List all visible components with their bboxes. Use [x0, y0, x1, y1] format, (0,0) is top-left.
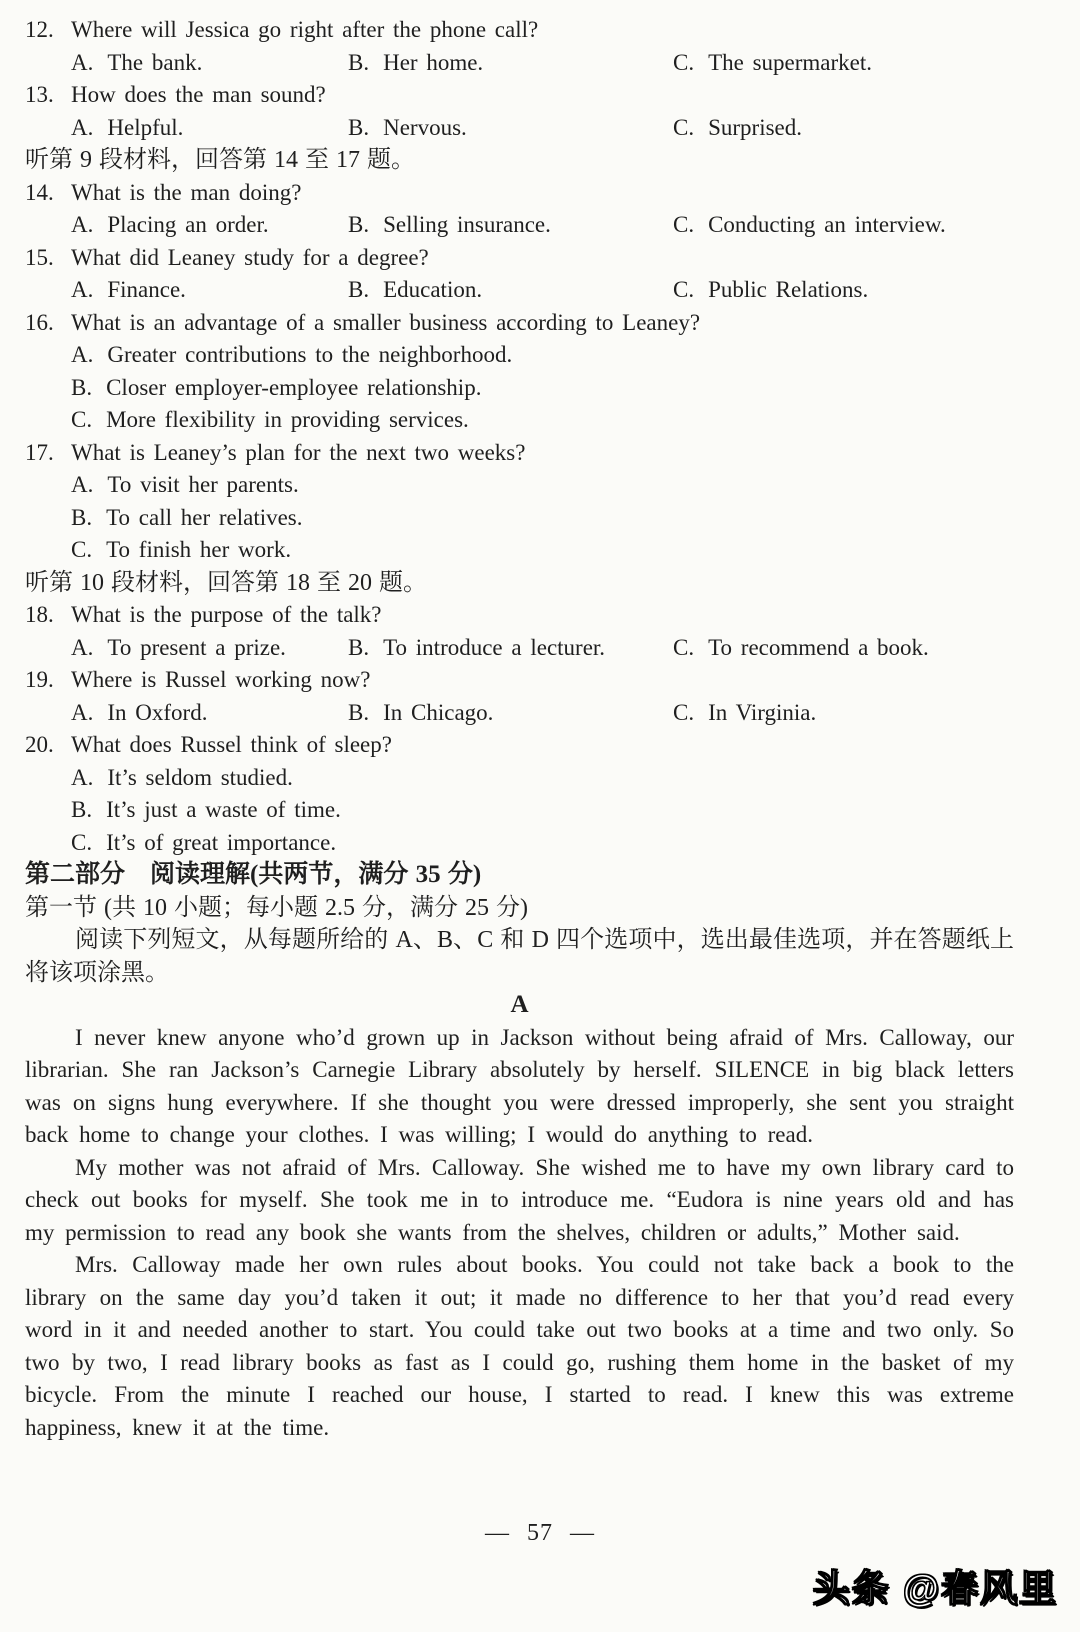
option-letter: B.: [348, 212, 370, 237]
option-a: [71, 112, 348, 145]
question-text: What is Leaney’s plan for the next two weeks?: [71, 439, 526, 465]
option-text: Helpful.: [107, 114, 184, 140]
option-letter: C.: [71, 407, 93, 432]
option-a: [25, 469, 1014, 502]
passage-paragraph-1: I never knew anyone who’d grown up in Jackson without being afraid of Mrs. Calloway, our librarian. She ran Jackson’s Carnegie Library absolutely by herself. SILENCE in big black letters was on signs hung everywhere. If she thought you were dressed improperly, she sent you straight back home to change your clothes. I was willing; I would do anything to read.: [25, 1024, 1014, 1147]
option-b: [25, 794, 1014, 827]
option-letter: C.: [71, 829, 93, 855]
options-row: [25, 112, 1014, 145]
question-number: 12.: [25, 17, 54, 42]
option-c: [673, 274, 1014, 307]
option-c: [25, 534, 1014, 567]
option-text: Placing an order.: [107, 212, 269, 237]
option-c: [25, 827, 1014, 860]
option-letter: C.: [673, 114, 695, 140]
question-16: [25, 307, 1014, 437]
question-text: How does the man sound?: [71, 82, 326, 107]
option-text: Finance.: [107, 277, 186, 302]
material-note-10: 听第 10 段材料，回答第 18 至 20 题。: [25, 569, 427, 596]
option-text: To present a prize.: [107, 634, 286, 660]
question-20: [25, 729, 1014, 859]
option-text: To recommend a book.: [708, 634, 929, 660]
option-a: [71, 632, 348, 665]
question-13: [25, 79, 1014, 144]
option-letter: B.: [71, 374, 93, 400]
option-c: [673, 47, 1014, 80]
passage-paragraph-2: My mother was not afraid of Mrs. Calloway. She wished me to have my own library card to check out books for myself. She took me in to introduce me. “Eudora is nine years old and has my permission to read any book she wants from the shelves, children or adults,” Mother said.: [25, 1154, 1014, 1245]
reading-instructions: 阅读下列短文，从每题所给的 A、B、C 和 D 四个选项中，选出最佳选项，并在答题纸上将该项涂黑。: [25, 927, 1014, 986]
option-letter: B.: [348, 699, 370, 725]
option-text: Public Relations.: [708, 277, 869, 302]
option-c: [673, 209, 1014, 242]
option-b: [348, 209, 673, 242]
page-number: — 57 —: [485, 1520, 595, 1546]
option-letter: B.: [348, 634, 370, 660]
option-text: To call her relatives.: [106, 504, 303, 530]
option-letter: A.: [71, 114, 94, 140]
option-letter: B.: [71, 797, 93, 822]
option-text: In Oxford.: [107, 699, 208, 725]
options-row: [25, 274, 1014, 307]
option-b: [348, 274, 673, 307]
question-17: [25, 437, 1014, 567]
options-row: [25, 209, 1014, 242]
option-text: Her home.: [383, 49, 484, 75]
question-text: What did Leaney study for a degree?: [71, 244, 429, 270]
option-a: [71, 697, 348, 730]
option-letter: A.: [71, 49, 94, 75]
question-text: What does Russel think of sleep?: [71, 732, 392, 757]
option-text: More flexibility in providing services.: [106, 407, 469, 432]
option-text: Surprised.: [708, 114, 803, 140]
option-b: [25, 502, 1014, 535]
option-text: Selling insurance.: [383, 212, 551, 237]
material-note-9: 听第 9 段材料，回答第 14 至 17 题。: [25, 147, 415, 173]
option-text: In Chicago.: [383, 699, 494, 725]
options-row: [25, 47, 1014, 80]
question-number: 17.: [25, 439, 54, 465]
option-letter: B.: [71, 504, 93, 530]
question-text: What is the purpose of the talk?: [71, 602, 382, 627]
option-c: [673, 632, 1014, 665]
watermark: 头条 @春风里: [812, 1568, 1058, 1609]
option-a: [25, 762, 1014, 795]
question-14: [25, 177, 1014, 242]
option-b: [348, 632, 673, 665]
option-letter: B.: [348, 114, 370, 140]
option-text: Education.: [383, 277, 483, 302]
option-a: [25, 339, 1014, 372]
option-text: To visit her parents.: [107, 472, 299, 497]
option-text: The bank.: [107, 49, 203, 75]
option-letter: A.: [71, 764, 94, 790]
question-19: [25, 664, 1014, 729]
question-number: 14.: [25, 179, 54, 205]
options-row: [25, 697, 1014, 730]
option-text: In Virginia.: [708, 699, 817, 725]
option-letter: C.: [71, 537, 93, 562]
option-letter: C.: [673, 634, 695, 660]
option-c: [25, 404, 1014, 437]
option-letter: B.: [348, 49, 370, 75]
question-15: [25, 242, 1014, 307]
option-b: [25, 372, 1014, 405]
option-c: [673, 112, 1014, 145]
option-a: [71, 274, 348, 307]
option-c: [673, 697, 1014, 730]
option-text: To introduce a lecturer.: [383, 634, 606, 660]
question-number: 19.: [25, 667, 54, 692]
option-text: It’s of great importance.: [106, 829, 337, 855]
question-text: What is the man doing?: [71, 179, 302, 205]
option-a: [71, 209, 348, 242]
question-text: Where will Jessica go right after the phone call?: [71, 17, 539, 42]
question-text: Where is Russel working now?: [71, 667, 371, 692]
question-number: 15.: [25, 244, 54, 270]
option-b: [348, 47, 673, 80]
passage-paragraph-3: Mrs. Calloway made her own rules about books. You could not take back a book to the library on the same day you’d taken it out; it made no difference to her that you’d read every word in it and needed another to start. You could take out two books at a time and two only. So two by two, I read library books as fast as I could go, rushing them home in the basket of my bicycle. From the minute I reached our house, I started to read. I knew this was extreme happiness, knew it at the time.: [25, 1252, 1014, 1440]
option-text: Nervous.: [383, 114, 467, 140]
options-row: [25, 632, 1014, 665]
option-letter: B.: [348, 277, 370, 302]
option-text: To finish her work.: [106, 537, 292, 562]
option-letter: A.: [71, 277, 94, 302]
section1-heading: 第一节 (共 10 小题；每小题 2.5 分，满分 25 分): [25, 894, 528, 921]
option-text: The supermarket.: [708, 49, 873, 75]
option-b: [348, 697, 673, 730]
question-text: What is an advantage of a smaller business according to Leaney?: [71, 309, 701, 335]
question-number: 20.: [25, 732, 54, 757]
question-number: 16.: [25, 309, 54, 335]
option-letter: A.: [71, 634, 94, 660]
question-number: 13.: [25, 82, 54, 107]
option-letter: C.: [673, 49, 695, 75]
option-letter: A.: [71, 699, 94, 725]
passage-label: A: [510, 991, 529, 1018]
option-letter: C.: [673, 212, 695, 237]
option-letter: C.: [673, 699, 695, 725]
option-b: [348, 112, 673, 145]
question-18: [25, 599, 1014, 664]
option-a: [71, 47, 348, 80]
option-letter: A.: [71, 212, 94, 237]
option-text: It’s just a waste of time.: [106, 797, 341, 822]
option-letter: A.: [71, 342, 94, 367]
question-number: 18.: [25, 602, 54, 627]
option-text: Closer employer-employee relationship.: [106, 374, 482, 400]
option-text: It’s seldom studied.: [107, 764, 293, 790]
question-12: [25, 14, 1014, 79]
option-letter: C.: [673, 277, 695, 302]
option-letter: A.: [71, 472, 94, 497]
part2-heading: 第二部分 阅读理解(共两节，满分 35 分): [25, 861, 482, 888]
option-text: Conducting an interview.: [708, 212, 946, 237]
option-text: Greater contributions to the neighborhood.: [107, 342, 513, 367]
